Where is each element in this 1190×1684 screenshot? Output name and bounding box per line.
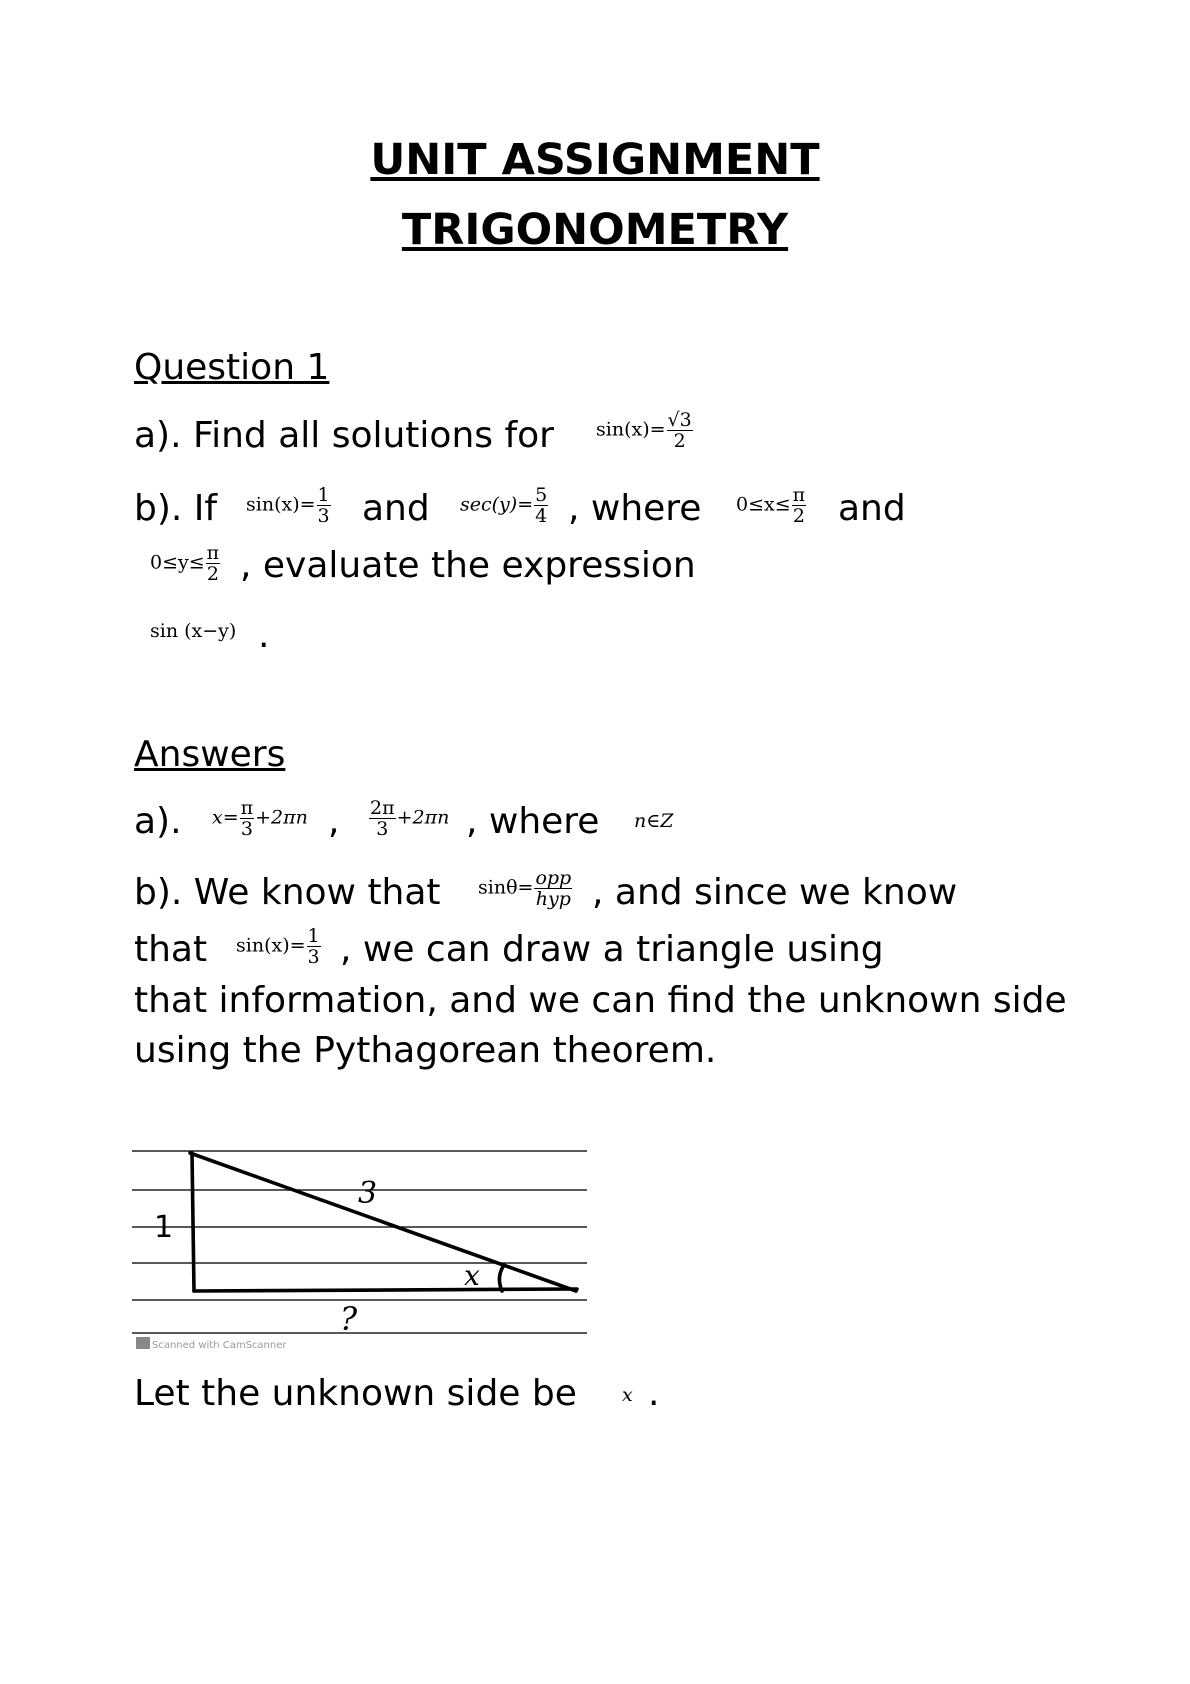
title-line-2: TRIGONOMETRY (401, 205, 789, 255)
answer-b-since: , and since we know (592, 872, 958, 913)
question-a-text: a). Find all solutions for (134, 415, 554, 456)
question-b-sec-equation: sec(y)= $\frac{5}{4}$ (460, 484, 548, 527)
question-b-and-1: and (362, 488, 430, 529)
opposite-side-label: 1 (154, 1210, 174, 1245)
question-heading: Question 1 (134, 347, 330, 388)
answer-b-prefix: b). We know that (134, 872, 441, 913)
let-unknown-text: Let the unknown side be (134, 1373, 577, 1414)
answer-b-sine-definition: sinθ= $\frac{\text{opp}}{\text{hyp}}$ (478, 867, 572, 910)
triangle-figure (132, 1145, 592, 1355)
let-unknown-period: . (648, 1373, 660, 1414)
camscanner-watermark: Scanned with CamScanner (152, 1340, 287, 1351)
question-b-sin-equation: sin(x)= $\frac{1}{3}$ (246, 484, 330, 527)
question-b-period: . (258, 615, 270, 656)
question-b-y-range: 0≤y≤ $\frac{\pi}{2}$ (150, 542, 220, 585)
answer-a-solution-2: $\frac{2\pi}{3}$ +2πn (370, 797, 450, 840)
question-a-equation: sin(x)= $\frac{√3}{2}$ (596, 409, 692, 452)
question-b-prefix: b). If (134, 488, 218, 529)
question-b-where: , where (568, 488, 702, 529)
answer-b-that: that (134, 929, 208, 970)
question-b-expression: sin (x−y) (150, 620, 237, 642)
triangle-shape (190, 1153, 577, 1291)
answers-heading: Answers (134, 734, 286, 775)
answer-a-where: , where (466, 801, 600, 842)
question-b-and-2: and (838, 488, 906, 529)
question-b-x-range: 0≤x≤ $\frac{\pi}{2}$ (736, 484, 806, 527)
answer-a-integer-set: n∈Z (634, 810, 674, 832)
angle-label: x (464, 1259, 480, 1292)
answer-b-sin-equation: sin(x)= $\frac{1}{3}$ (236, 925, 320, 968)
question-b-evaluate: , evaluate the expression (240, 545, 696, 586)
let-unknown-variable: x (622, 1384, 633, 1406)
camscanner-logo (136, 1337, 150, 1349)
answer-a-solution-1: x= $\frac{\pi}{3}$ +2πn (212, 797, 308, 840)
answer-b-paragraph: that information, and we can find the unknown side using the Pythagorean theorem. (134, 980, 1067, 1071)
answer-b-rest-line: , we can draw a triangle using (340, 929, 884, 970)
answer-a-prefix: a). (134, 801, 182, 842)
hypotenuse-label: 3 (358, 1176, 378, 1211)
unknown-side-label: ? (340, 1300, 358, 1338)
title-line-1: UNIT ASSIGNMENT (370, 135, 820, 185)
answer-a-comma: , (328, 801, 340, 842)
